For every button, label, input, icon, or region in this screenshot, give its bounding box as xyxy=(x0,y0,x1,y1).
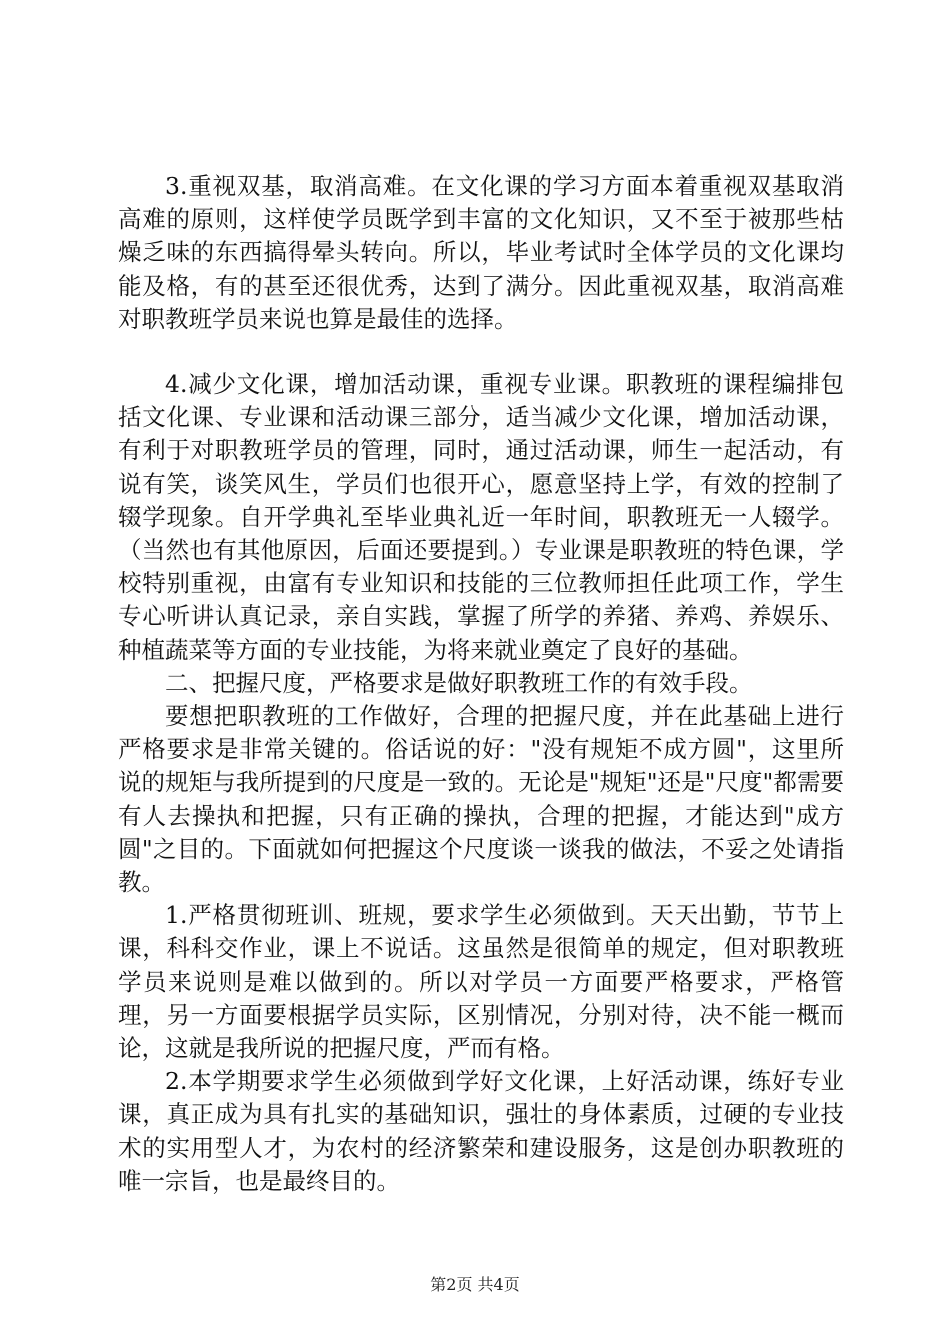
document-body xyxy=(118,170,844,1198)
paragraph-item-4: 4.减少文化课，增加活动课，重视专业课。职教班的课程编排包括文化课、专业课和活动课三部分，适当减少文化课，增加活动课，有利于对职教班学员的管理，同时，通过活动课，师生一起活动，有说有笑，谈笑风生，学员们也很开心，愿意坚持上学，有效的控制了辍学现象。自开学典礼至毕业典礼近一年时间，职教班无一人辍学。（当然也有其他原因，后面还要提到。）专业课是职教班的特色课，学校特别重视，由富有专业知识和技能的三位教师担任此项工作，学生专心听讲认真记录，亲自实践，掌握了所学的养猪、养鸡、养娱乐、种植蔬菜等方面的专业技能，为将来就业奠定了良好的基础。 xyxy=(118,370,844,664)
page-number: 第2页 共4页 xyxy=(430,1275,520,1294)
paragraph-item-3: 3.重视双基，取消高难。在文化课的学习方面本着重视双基取消高难的原则，这样使学员既学到丰富的文化知识，又不至于被那些枯燥乏味的东西搞得晕头转向。所以，毕业考试时全体学员的文化课均能及格，有的甚至还很优秀，达到了满分。因此重视双基，取消高难对职教班学员来说也算是最佳的选择。 xyxy=(118,172,844,333)
paragraph-section-intro: 要想把职教班的工作做好，合理的把握尺度，并在此基础上进行严格要求是非常关键的。俗话说的好："没有规矩不成方圆"，这里所说的规矩与我所提到的尺度是一致的。无论是"规矩"还是"尺度"都需要有人去操执和把握，只有正确的操执，合理的把握，才能达到"成方圆"之目的。下面就如何把握这个尺度谈一谈我的做法，不妥之处请指教。 xyxy=(118,702,844,897)
paragraph-item-1: 1.严格贯彻班训、班规，要求学生必须做到。天天出勤，节节上课，科科交作业，课上不说话。这虽然是很简单的规定，但对职教班学员来说则是难以做到的。所以对学员一方面要严格要求，严格管理，另一方面要根据学员实际，区别情况，分别对待，决不能一概而论，这就是我所说的把握尺度，严而有格。 xyxy=(118,901,844,1063)
paragraph-item-2: 2.本学期要求学生必须做到学好文化课，上好活动课，练好专业课，真正成为具有扎实的基础知识，强壮的身体素质，过硬的专业技术的实用型人才，为农村的经济繁荣和建设服务，这是创办职教班的唯一宗旨，也是最终目的。 xyxy=(118,1067,844,1195)
section-heading-2: 二、把握尺度，严格要求是做好职教班工作的有效手段。 xyxy=(165,668,753,697)
